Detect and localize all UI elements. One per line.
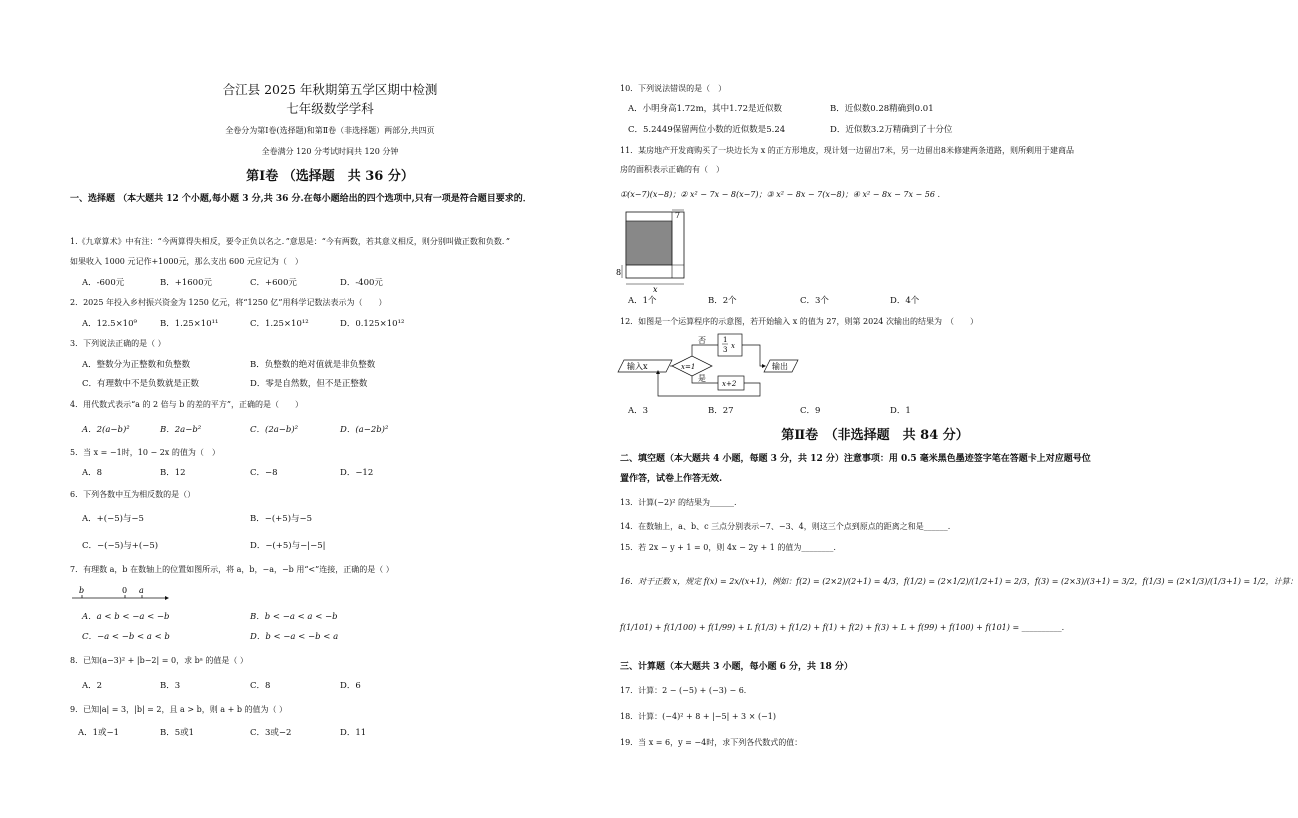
q12-no-label: 否 (698, 336, 706, 345)
section3-heading: 三、计算题（本大题共 3 小题，每小题 6 分，共 18 分） (620, 662, 853, 672)
q10-stem: 10．下列说法错误的是（ ） (620, 84, 727, 93)
q2-stem: 2．2025 年投入乡村振兴资金为 1250 亿元，将“1250 亿”用科学记数法表示为（ ） (70, 298, 387, 307)
q4-option-b[interactable]: B．2a−b² (160, 425, 202, 435)
q6-option-c[interactable]: C．−(−5)与+(−5) (82, 541, 159, 551)
q5-option-b[interactable]: B．12 (160, 468, 186, 478)
q12-option-d[interactable]: D．1 (890, 406, 911, 416)
section1-heading: 一、选择题 （本大题共 12 个小题,每小题 3 分,共 36 分.在每小题给出的四个选项中,只有一项是符合题目要求的． (70, 194, 532, 204)
q11-option-d[interactable]: D．4个 (890, 296, 920, 306)
exam-subtitle: 七年级数学学科 (286, 101, 374, 116)
q3-option-a[interactable]: A．整数分为正整数和负整数 (82, 360, 191, 370)
q15: 15．若 2x − y + 1 = 0，则 4x − 2y + 1 的值为________. (620, 543, 836, 552)
q1-option-c[interactable]: C．+600元 (250, 278, 297, 288)
q12-option-b[interactable]: B．27 (708, 406, 734, 416)
q11-option-a[interactable]: A．1个 (628, 296, 657, 306)
q11-label-8: 8 (616, 268, 622, 277)
q8-option-c[interactable]: C．8 (250, 681, 271, 691)
q1-stem-1: 1.《九章算术》中有注：“今两算得失相反，要令正负以名之．”意思是：“今有两数，若其意义相反，则分别叫做正数和负数．” (70, 237, 510, 246)
q3-option-b[interactable]: B．负整数的绝对值就是非负整数 (250, 360, 376, 370)
q5-option-c[interactable]: C．−8 (250, 468, 278, 478)
q7-option-c[interactable]: C．−a < −b < a < b (82, 632, 170, 642)
q5-stem: 5．当 x = −1时，10 − 2x 的值为（ ） (70, 448, 220, 457)
q4-option-c[interactable]: C．(2a−b)² (250, 425, 299, 435)
q11-option-c[interactable]: C．3个 (800, 296, 829, 306)
q7-number-line (70, 583, 170, 603)
q7-option-a[interactable]: A．a < b < −a < −b (82, 612, 170, 622)
q11-expressions: ①(x−7)(x−8)；② x² − 7x − 8(x−7)；③ x² − 8x − 7(x−8)；④ x² − 8x − 7x − 56 . (620, 190, 941, 199)
q12-option-c[interactable]: C．9 (800, 406, 821, 416)
q11-label-7: 7 (675, 211, 681, 220)
q5-option-d[interactable]: D．−12 (340, 468, 374, 478)
q10-option-d[interactable]: D．近似数3.2万精确到了十分位 (830, 125, 953, 135)
q2-option-b[interactable]: B．1.25×10¹¹ (160, 319, 219, 329)
q9-stem: 9．已知|a| = 3，|b| = 2，且 a > b，则 a + b 的值为（ ） (70, 705, 288, 714)
q9-option-b[interactable]: B．5或1 (160, 728, 195, 738)
q10-option-b[interactable]: B．近似数0.28精确到0.01 (830, 104, 934, 114)
q10-option-a[interactable]: A．小明身高1.72m，其中1.72是近似数 (628, 104, 783, 114)
section2-heading-2: 置作答，试卷上作答无效. (620, 474, 723, 484)
q6-option-d[interactable]: D．−(+5)与−|−5| (250, 541, 326, 551)
q12-option-a[interactable]: A．3 (628, 406, 649, 416)
q7-label-a: a (139, 586, 144, 595)
svg-text:3: 3 (723, 346, 728, 354)
q12-input: 输入x (627, 362, 648, 371)
q12-yes-label: 是 (698, 374, 706, 383)
q12-condition: x=1 (681, 363, 696, 371)
q6-option-a[interactable]: A．+(−5)与−5 (82, 514, 144, 524)
q9-option-c[interactable]: C．3或−2 (250, 728, 292, 738)
q4-option-a[interactable]: A．2(a−b)² (82, 425, 130, 435)
q12-output: 输出 (772, 362, 788, 371)
q12-flowchart (618, 332, 828, 398)
q4-option-d[interactable]: D．(a−2b)² (340, 425, 389, 435)
q5-option-a[interactable]: A．8 (82, 468, 103, 478)
q11-stem-1: 11．某房地产开发商购买了一块边长为 x 的正方形地皮，现计划一边留出7米，另一边留出8米修建两条道路，则所剩用于建商品 (620, 146, 1074, 155)
svg-text:x: x (731, 342, 735, 350)
q13: 13．计算(−2)² 的结果为______. (620, 498, 737, 507)
q8-option-d[interactable]: D．6 (340, 681, 361, 691)
q2-option-d[interactable]: D．0.125×10¹² (340, 319, 405, 329)
q8-stem: 8．已知(a−3)² + |b−2| = 0，求 bᵃ 的值是（ ） (70, 656, 248, 665)
q8-option-b[interactable]: B．3 (160, 681, 181, 691)
q7-option-b[interactable]: B．b < −a < a < −b (250, 612, 338, 622)
section2-heading-1: 二、填空题（本大题共 4 小题，每题 3 分，共 12 分）注意事项：用 0.5 毫米黑色墨迹签字笔在答题卡上对应题号位 (620, 454, 1091, 464)
q12-stem: 12．如图是一个运算程序的示意图，若开始输入 x 的值为 27，则第 2024 次输出的结果为 （ ） (620, 317, 978, 326)
q9-option-a[interactable]: A．1或−1 (78, 728, 120, 738)
q2-option-c[interactable]: C．1.25×10¹² (250, 319, 309, 329)
q3-option-d[interactable]: D．零是自然数，但不是正整数 (250, 379, 368, 389)
q7-label-b: b (79, 586, 85, 595)
exam-note-1: 全卷分为第Ⅰ卷(选择题)和第Ⅱ卷（非选择题）两部分,共四页 (225, 126, 435, 135)
q10-option-c[interactable]: C．5.2449保留两位小数的近似数是5.24 (628, 125, 786, 135)
q18: 18．计算：(−4)² + 8 + |−5| + 3 × (−1) (620, 712, 776, 721)
svg-text:1: 1 (723, 336, 728, 344)
q1-option-d[interactable]: D．-400元 (340, 278, 383, 288)
exam-note-2: 全卷满分 120 分考试时间共 120 分钟 (261, 147, 399, 156)
q4-stem: 4．用代数式表示“a 的 2 倍与 b 的差的平方”，正确的是（ ） (70, 400, 303, 409)
q1-stem-2: 如果收入 1000 元记作+1000元，那么支出 600 元应记为（ ） (70, 257, 303, 266)
q19: 19．当 x = 6，y = −4时，求下列各代数式的值： (620, 738, 803, 747)
q12-op2: x+2 (722, 380, 737, 388)
q11-stem-2: 房的面积表示正确的有（ ） (620, 165, 724, 174)
part2-title: 第Ⅱ卷 （非选择题 共 84 分） (781, 428, 969, 443)
q9-option-d[interactable]: D．11 (340, 728, 367, 738)
part1-title: 第Ⅰ卷 （选择题 共 36 分） (246, 169, 414, 184)
q1-option-b[interactable]: B．+1600元 (160, 278, 213, 288)
q7-label-0: 0 (122, 586, 128, 595)
q11-square-figure (616, 208, 696, 294)
q17: 17．计算：2 − (−5) + (−3) − 6． (620, 686, 752, 695)
q8-option-a[interactable]: A．2 (82, 681, 103, 691)
q7-stem: 7．有理数 a，b 在数轴上的位置如图所示，将 a，b，−a，−b 用“<”连接，正确的是（ ） (70, 565, 394, 574)
q2-option-a[interactable]: A．12.5×10⁹ (82, 319, 137, 329)
q11-label-x: x (653, 285, 658, 294)
q6-stem: 6．下列各数中互为相反数的是（） (70, 490, 196, 499)
q16-line-2: f(1/101) + f(1/100) + f(1/99) + L f(1/3) + f(1/2) + f(1) + f(2) + f(3) + L + f(99) + f(100) + f(101) = __________. (620, 623, 1065, 632)
q11-option-b[interactable]: B．2个 (708, 296, 737, 306)
q3-stem: 3．下列说法正确的是（ ） (70, 339, 166, 348)
q16-line-1: 16．对于正数 x，规定 f(x) = 2x/(x+1)，例如：f(2) = (2×2)/(2+1) = 4/3，f(1/2) = (2×1/2)/(1/2+1) = 2/3，f(3) = (2×3)/(3+1) = 3/2，f(1/3) = (2×1/3)/(1/3+1) = 1/2，计算： (620, 577, 1298, 586)
q7-option-d[interactable]: D．b < −a < −b < a (250, 632, 339, 642)
exam-title: 合江县 2025 年秋期第五学区期中检测 (222, 82, 438, 97)
q14: 14．在数轴上，a、b、c 三点分别表示−7、−3、4，则这三个点到原点的距离之和是______. (620, 522, 951, 531)
q1-option-a[interactable]: A．-600元 (82, 278, 125, 288)
q3-option-c[interactable]: C．有理数中不是负数就是正数 (82, 379, 200, 389)
q6-option-b[interactable]: B．−(+5)与−5 (250, 514, 313, 524)
